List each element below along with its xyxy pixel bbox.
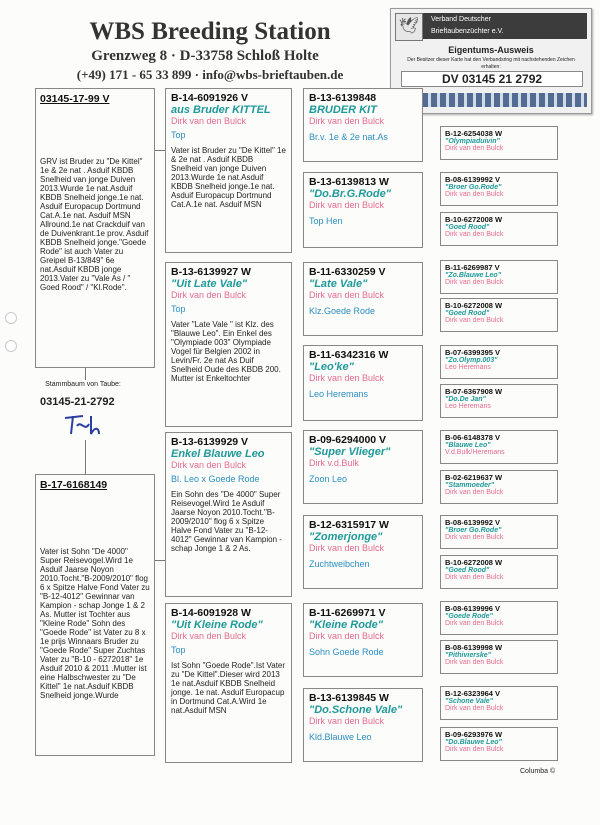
gen4-box — [440, 384, 558, 418]
gen4-name: "Goed Rood" — [445, 224, 490, 231]
gen4-name: "Do.Blauwe Leo" — [445, 739, 502, 746]
gen3-ring: B-11-6330259 V — [309, 266, 386, 278]
gen3-ring: B-11-6269971 V — [309, 607, 386, 619]
gen3-box — [303, 603, 423, 677]
gen4-box — [440, 470, 558, 504]
gen4-ring: B-12-6254038 W — [445, 129, 503, 138]
sire-ring: 03145-17-99 V — [40, 93, 110, 105]
gen2-description: Ein Sohn des "De 4000" Super Reisevogel.Wird 1e Asduif Jaarse Noyon 2010.Tocht."B-2009/2010" flog 6 x Spitze Halve Fond Vater zu "B-12-4012" Gewinnar van Kampion - schap Jonge 1 & 2 As. — [171, 490, 282, 553]
gen3-ring: B-11-6342316 W — [309, 349, 389, 361]
gen4-ring: B-12-6323964 V — [445, 689, 501, 698]
gen4-breeder: Dirk van den Bulck — [445, 317, 504, 324]
gen4-breeder: Leo Heremans — [445, 403, 491, 410]
gen3-ring: B-09-6294000 V — [309, 434, 387, 446]
footer-credit: Columba © — [520, 768, 556, 775]
gen3-name: "Super Vlieger" — [309, 446, 391, 458]
gen2-box — [165, 262, 292, 427]
gen4-ring: B-10-6272008 W — [445, 558, 503, 567]
gen2-box — [165, 603, 292, 763]
gen3-box — [303, 172, 423, 248]
gen4-box — [440, 430, 558, 464]
gen4-breeder: Leo Heremans — [445, 364, 491, 371]
gen3-name: BRUDER KIT — [309, 104, 377, 116]
gen3-info: Klz.Goede Rode — [309, 306, 376, 316]
gen4-box — [440, 515, 558, 549]
gen4-ring: B-06-6148378 V — [445, 433, 501, 442]
card-title: Eigentums-Ausweis — [448, 45, 534, 55]
gen4-ring: B-08-6139996 V — [445, 604, 501, 613]
dam-ring: B-17-6168149 — [40, 479, 108, 491]
gen4-name: "Blauwe Leo" — [445, 442, 491, 449]
punch-hole — [5, 340, 17, 352]
punch-hole — [5, 312, 17, 324]
gen3-breeder: Dirk van den Bulck — [309, 716, 385, 726]
gen3-info: Zuchtweibchen — [309, 559, 370, 569]
gen4-name: "Goed Rood" — [445, 567, 490, 574]
gen4-box — [440, 727, 558, 761]
gen3-ring: B-13-6139845 W — [309, 692, 389, 704]
gen4-box — [440, 212, 558, 246]
gen4-breeder: Dirk van den Bulck — [445, 620, 504, 627]
gen3-breeder: Dirk van den Bulck — [309, 631, 385, 641]
gen2-ring: B-14-6091928 W — [171, 607, 251, 619]
station-title: WBS Breeding Station — [89, 18, 331, 45]
gen4-ring: B-07-6367908 W — [445, 387, 503, 396]
pigeon-logo-icon: 🕊 — [395, 13, 423, 41]
gen4-breeder: Dirk van den Bulck — [445, 574, 504, 581]
gen4-breeder: Dirk van den Bulck — [445, 279, 504, 286]
gen3-box — [303, 345, 423, 421]
gen3-info: Sohn Goede Rode — [309, 647, 384, 657]
gen4-breeder: Dirk van den Bulck — [445, 534, 504, 541]
gen4-name: "Zo.Olymp.003" — [445, 357, 498, 364]
connector — [85, 368, 86, 380]
gen2-box — [165, 88, 292, 253]
gen2-name: "Uit Late Vale" — [171, 278, 248, 290]
gen2-box — [165, 432, 292, 597]
gen4-ring: B-10-6272008 W — [445, 301, 503, 310]
gen4-breeder: Dirk van den Bulck — [445, 489, 504, 496]
gen4-name: "Broer Go.Rode" — [445, 527, 502, 534]
gen2-ring: B-14-6091926 V — [171, 92, 249, 104]
gen2-description: Vater ist Bruder zu "De Kittel" 1e & 2e nat . Asduif KBDB Snelheid van jonge Duiven 2013.Wurde 1e nat.Asduif KBDB Snelheid jonge.1e nat. Asduif Europacup Dortmund Cat.A.1e nat. Asduif MSN — [171, 146, 286, 209]
card-org-band — [423, 13, 587, 39]
gen3-breeder: Dirk van den Bulck — [309, 543, 385, 553]
gen4-name: "Broer Go.Rode" — [445, 184, 502, 191]
gen4-ring: B-02-6219637 W — [445, 473, 503, 482]
connector — [85, 440, 86, 474]
gen2-name: "Uit Kleine Rode" — [171, 619, 263, 631]
gen3-name: "Do.Br.G.Rode" — [309, 188, 391, 200]
gen4-ring: B-08-6139998 W — [445, 643, 503, 652]
gen3-ring: B-12-6315917 W — [309, 519, 389, 531]
gen3-box — [303, 430, 423, 504]
gen4-box — [440, 172, 558, 206]
gen2-breeder: Dirk van den Bulck — [171, 631, 247, 641]
gen3-breeder: Dirk van den Bulck — [309, 116, 385, 126]
station-address: Grenzweg 8 · D-33758 Schloß Holte — [91, 48, 319, 64]
gen2-description: Ist Sohn "Goede Rode".Ist Vater zu "De Kittel".Dieser wird 2013 1e nat.Asduif KBDB Snelheid jonge. 1e nat. Asduif Europacup in Dortmund Cat.A.Wird 1e nat.Asduif MSN — [171, 661, 286, 715]
gen4-name: "Goed Rood" — [445, 310, 490, 317]
gen3-breeder: Dirk v.d.Bulk — [309, 458, 359, 468]
gen2-breeder: Dirk van den Bulck — [171, 290, 247, 300]
card-pattern — [395, 93, 587, 107]
gen2-ring: B-13-6139929 V — [171, 436, 249, 448]
gen3-info: Top Hen — [309, 216, 343, 226]
gen4-ring: B-08-6139992 V — [445, 175, 501, 184]
gen4-box — [440, 601, 558, 635]
gen4-box — [440, 686, 558, 720]
gen2-name: Enkel Blauwe Leo — [171, 448, 265, 460]
signature — [55, 410, 115, 438]
gen2-name: aus Bruder KITTEL — [171, 104, 271, 116]
gen4-ring: B-08-6139992 V — [445, 518, 501, 527]
sire-description: GRV ist Bruder zu "De Kittel" 1e & 2e nat . Asduif KBDB Snelheid van jonge Duiven 2013.Wurde 1e nat.Asduif KBDB Snelheid jonge.1e nat. Asduif Europacup Dortmund Cat.A.1e nat. Asduif MSN Allround.1e nat Crackduif van de Duivenkrant.1e prov. Asduif KBDB Snelheid jonge."Goede Rode" ist auch Vater zu Greipel B-13/849" 6e nat.Asduif KBDB jonge 2013.Vater zu "Vale As / " Goed Rood" / "Kl.Rode". — [40, 157, 149, 292]
connector — [155, 560, 165, 561]
sire-box — [35, 88, 155, 368]
gen3-name: "Zomerjonge" — [309, 531, 383, 543]
stammbaum-label: Stammbaum von Taube: — [45, 381, 121, 388]
gen4-breeder: Dirk van den Bulck — [445, 659, 504, 666]
gen4-breeder: Dirk van den Bulck — [445, 191, 504, 198]
card-org-line1: Verband Deutscher — [431, 16, 491, 23]
dam-description: Vater ist Sohn "De 4000" Super Reisevogel.Wird 1e Asduif Jaarse Noyon 2010.Tocht."B-2009/2010" flog 6 x Spitze Halve Fond Vater zu "B-12-4012" Gewinnar van Kampion - schap Jonge 1 & 2 As. Mutter ist Tochter aus "Kleine Rode" Sohn des "Goede Rode" ist Vater zu 8 x 1e prijs Winnaars Bruder zu "Goede Rode" Super Zuchtas Vater zu "B-10 - 6272018" 1e Asduif 2010 & 2011 .Mutter ist eine Halbschwester zu "De Kittel" 1e nat.Asduif KBDB Snelheid jonge.Wurde — [40, 547, 150, 700]
stammbaum-ring: 03145-21-2792 — [40, 396, 115, 408]
gen3-breeder: Dirk van den Bulck — [309, 200, 385, 210]
gen3-ring: B-13-6139848 — [309, 92, 377, 104]
gen3-name: "Kleine Rode" — [309, 619, 383, 631]
gen4-breeder: Dirk van den Bulck — [445, 705, 504, 712]
gen4-box — [440, 640, 558, 674]
gen4-box — [440, 260, 558, 294]
gen2-info: Top — [171, 130, 186, 140]
gen2-info: Top — [171, 645, 186, 655]
gen3-name: "Leo'ke" — [309, 361, 354, 373]
gen4-breeder: V.d.Bulk/Heremans — [445, 449, 505, 456]
gen2-breeder: Dirk van den Bulck — [171, 116, 247, 126]
card-org-line2: Brieftaubenzüchter e.V. — [431, 28, 504, 35]
gen2-ring: B-13-6139927 W — [171, 266, 251, 278]
gen3-box — [303, 688, 423, 762]
gen3-box — [303, 88, 423, 162]
gen4-name: "Goede Rode" — [445, 613, 493, 620]
gen4-box — [440, 345, 558, 379]
gen4-name: "Do.De Jan" — [445, 396, 486, 403]
gen4-name: "Zo.Blauwe Leo" — [445, 272, 502, 279]
card-number: DV 03145 21 2792 — [401, 71, 583, 87]
gen3-name: "Do.Schone Vale" — [309, 704, 403, 716]
gen4-ring: B-10-6272008 W — [445, 215, 503, 224]
gen4-breeder: Dirk van den Bulck — [445, 746, 504, 753]
gen3-info: Kld.Blauwe Leo — [309, 732, 372, 742]
gen4-ring: B-07-6399395 V — [445, 348, 501, 357]
gen4-ring: B-11-6269987 V — [445, 263, 500, 272]
gen4-box — [440, 298, 558, 332]
dam-box — [35, 474, 155, 756]
gen3-ring: B-13-6139813 W — [309, 176, 389, 188]
gen4-breeder: Dirk van den Bulck — [445, 145, 504, 152]
gen4-name: "Schone Vale" — [445, 698, 494, 705]
gen4-name: "Olympiaduivin" — [445, 138, 500, 145]
gen3-info: Leo Heremans — [309, 389, 369, 399]
card-text: Der Besitzer dieser Karte hat den Verbandsring mit nachstehenden Zeichen erhalten: — [407, 57, 575, 70]
gen4-ring: B-09-6293976 W — [445, 730, 503, 739]
gen2-info: Top — [171, 304, 186, 314]
gen3-info: Br.v. 1e & 2e nat.As — [309, 132, 388, 142]
gen2-info: Bl. Leo x Goede Rode — [171, 474, 260, 484]
gen3-breeder: Dirk van den Bulck — [309, 290, 385, 300]
gen3-box — [303, 262, 423, 336]
gen3-box — [303, 515, 423, 589]
gen4-name: "Stammoeder" — [445, 482, 495, 489]
gen3-breeder: Dirk van den Bulck — [309, 373, 385, 383]
gen2-description: Vater "Late Vale " ist Klz. des "Blauwe Leo". Ein Enkel des "Olympiade 003" Olympiade Vogel für Belgien 2002 in Levin/Fr. 2e nat As Duif Snelheid Oude des KBDB 200. Mutter ist Enkeltochter — [171, 320, 281, 383]
gen4-box — [440, 555, 558, 589]
gen2-breeder: Dirk van den Bulck — [171, 460, 247, 470]
station-contact: (+49) 171 - 65 33 899 · info@wbs-brieftauben.de — [76, 67, 344, 82]
connector — [155, 150, 165, 151]
gen3-info: Zoon Leo — [309, 474, 348, 484]
gen4-box — [440, 126, 558, 160]
gen4-name: "Pithivierske" — [445, 652, 491, 659]
gen4-breeder: Dirk van den Bulck — [445, 231, 504, 238]
gen3-name: "Late Vale" — [309, 278, 368, 290]
